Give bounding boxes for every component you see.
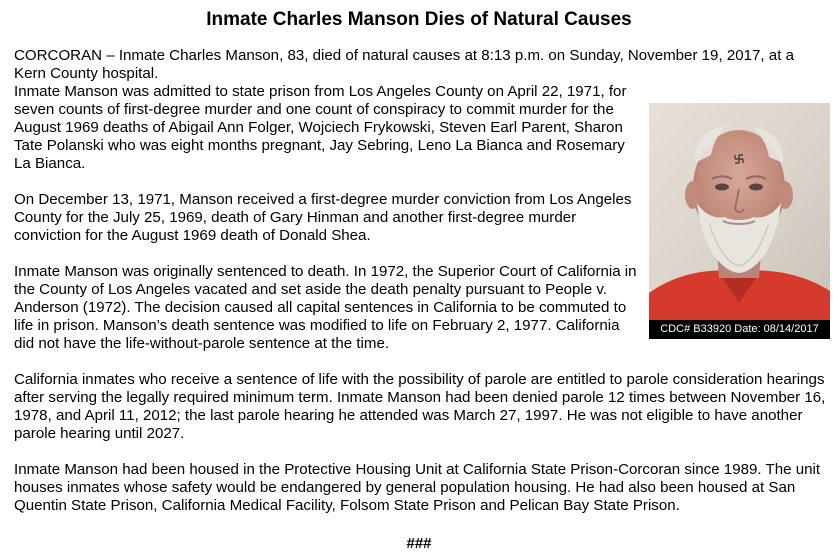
admission-paragraph: Inmate Manson was admitted to state prison from Los Angeles County on April 22, 1971, for seven counts of first-degree murder and one count of conspiracy to commit murder for the August 1969 deaths of Abigail Ann Folger, Wojciech Frykowski, Steven Earl Parent, Sharon Tate Polanski who was eight months pregnant, Jay Sebring, Leno La Bianca and Rosemary La Bianca.	[14, 83, 627, 172]
mugshot-image	[649, 103, 830, 320]
photo-caption: CDC# B33920 Date: 08/14/2017	[649, 320, 830, 339]
sentence-paragraph: Inmate Manson was originally sentenced to death. In 1972, the Superior Court of California in the County of Los Angeles vacated and set aside the death penalty pursuant to People v. Anderson (1972). The decision caused all capital sentences in California to be commuted to life in prison. Manson’s death sentence was modified to life on February 2, 1977. California did not have the life-without-parole sentence at the time.	[14, 263, 637, 352]
end-mark: ###	[406, 535, 432, 552]
press-release-title: Inmate Charles Manson Dies of Natural Causes	[206, 9, 632, 30]
inmate-photo	[649, 103, 830, 339]
article-body	[14, 47, 826, 515]
conviction-paragraph: On December 13, 1971, Manson received a first-degree murder conviction from Los Angeles County for the July 25, 1969, death of Gary Hinman and another first-degree murder conviction for the August 1969 death of Donald Shea.	[14, 191, 632, 244]
dateline-paragraph: CORCORAN – Inmate Charles Manson, 83, died of natural causes at 8:13 p.m. on Sunday, November 19, 2017, at a Kern County hospital.	[14, 47, 794, 82]
parole-paragraph: California inmates who receive a sentence of life with the possibility of parole are entitled to parole consideration hearings after serving the legally required minimum term. Inmate Manson had been denied parole 12 times between November 16, 1978, and April 11, 2012; the last parole hearing he attended was March 27, 1997. He was not eligible to have another parole hearing until 2027.	[14, 371, 826, 442]
housing-paragraph: Inmate Manson had been housed in the Protective Housing Unit at California State Prison-Corcoran since 1989. The unit houses inmates whose safety would be endangered by general population housing. He had also been housed at San Quentin State Prison, California Medical Facility, Folsom State Prison and Pelican Bay State Prison.	[14, 461, 821, 514]
